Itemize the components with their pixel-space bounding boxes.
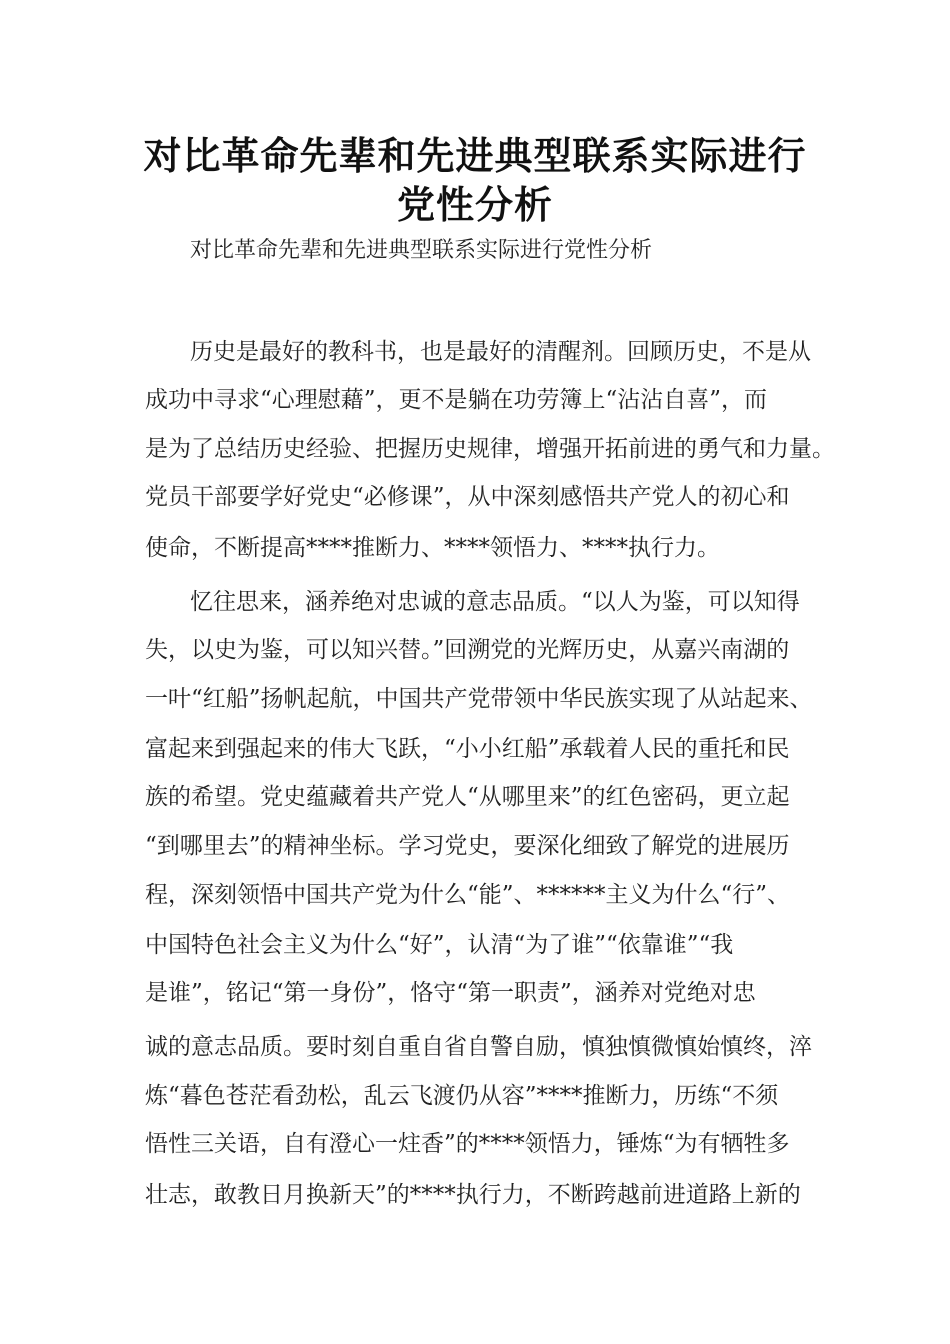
paragraph-line: 党员干部要学好党史“必修课”，从中深刻感悟共产党人的初心和 [145,484,790,510]
document-subtitle: 对比革命先辈和先进典型联系实际进行党性分析 [190,238,653,263]
paragraph-line: 壮志，敢教日月换新天”的****执行力，不断跨越前进道路上新的 [145,1182,801,1208]
paragraph-line: 一叶“红船”扬帆起航，中国共产党带领中华民族实现了从站起来、 [145,686,813,712]
paragraph-line: 使命，不断提高****推断力、****领悟力、****执行力。 [145,535,720,561]
paragraph-line: 失，以史为鉴，可以知兴替。”回溯党的光辉历史，从嘉兴南湖的 [145,637,790,663]
paragraph-line: 族的希望。党史蕴藏着共产党人“从哪里来”的红色密码，更立起 [145,784,790,810]
paragraph-line: 程，深刻领悟中国共产党为什么“能”、******主义为什么“行”、 [145,882,791,908]
paragraph-line: 成功中寻求“心理慰藉”，更不是躺在功劳簿上“沾沾自喜”，而 [145,387,768,413]
document-title-line-2: 党性分析 [396,183,553,227]
paragraph-line: 忆往思来，涵养绝对忠诚的意志品质。“以人为鉴，可以知得 [190,589,800,615]
paragraph-line: 富起来到强起来的伟大飞跃，“小小红船”承载着人民的重托和民 [145,736,790,762]
document-title-line-1: 对比革命先辈和先进典型联系实际进行 [143,134,807,178]
paragraph-line: “到哪里去”的精神坐标。学习党史，要深化细致了解党的进展历 [145,833,790,859]
paragraph-line: 是为了总结历史经验、把握历史规律，增强开拓前进的勇气和力量。 [145,436,835,462]
paragraph-line: 诚的意志品质。要时刻自重自省自警自励，慎独慎微慎始慎终，淬 [145,1034,812,1060]
paragraph-line: 历史是最好的教科书，也是最好的清醒剂。回顾历史，不是从 [190,339,811,365]
paragraph-line: 中国特色社会主义为什么“好”，认清“为了谁”“依靠谁”“我 [145,932,734,958]
paragraph-line: 悟性三关语，自有澄心一炷香”的****领悟力，锤炼“为有牺牲多 [145,1131,790,1157]
paragraph-line: 是谁”，铭记“第一身份”，恪守“第一职责”，涵养对党绝对忠 [145,980,756,1006]
paragraph-line: 炼“暮色苍茫看劲松，乱云飞渡仍从容”****推断力，历练“不须 [145,1083,779,1109]
